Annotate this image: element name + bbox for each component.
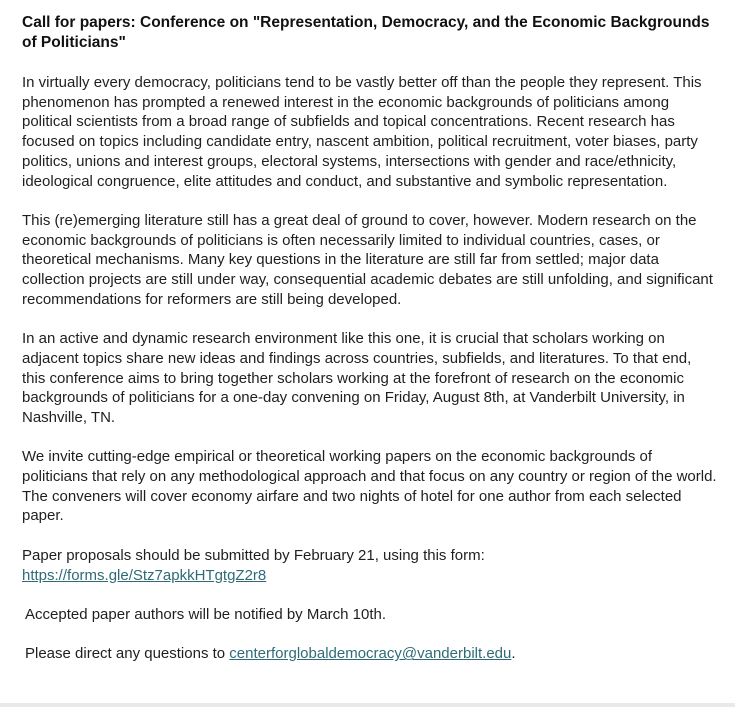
paragraph-conference: In an active and dynamic research environment like this one, it is crucial that scholars working on adjacent topics share new ideas and findings across countries, subfields, and literatures. To that end, this conference aims to bring together scholars working at the forefront of research on the economic backgrounds of politicians for a one-day convening on Friday, August 8th, at Vanderbilt University, in Nashville, TN.: [22, 330, 692, 426]
bottom-divider: [0, 703, 735, 707]
questions-suffix: .: [511, 645, 516, 663]
proposal-text: Paper proposals should be submitted by February 21, using this form:: [22, 546, 485, 564]
contact-email-link[interactable]: centerforglobaldemocracy@vanderbilt.edu: [229, 645, 512, 663]
notification-text: Accepted paper authors will be notified by March 10th.: [25, 605, 387, 623]
document-body: [22, 13, 717, 684]
proposal-form-link[interactable]: https://forms.gle/Stz7apkkHTgtgZ2r8: [22, 566, 267, 584]
questions-prefix: Please direct any questions to: [25, 645, 230, 663]
paragraph-invitation: We invite cutting-edge empirical or theoretical working papers on the economic backgrounds of politicians that rely on any methodological approach and that focus on any country or region of the world. The conveners will cover economy airfare and two nights of hotel for one author from each selected paper.: [22, 448, 717, 525]
proposal-section: [22, 546, 717, 585]
questions-line: [22, 644, 717, 664]
paragraph-literature: This (re)emerging literature still has a great deal of ground to cover, however. Modern research on the economic backgrounds of politicians is often necessarily limited to individual countries, cases, or theoretical mechanisms. Many key questions in the literature are still far from settled; major data collection projects are still under way, consequential academic debates are still unfolding, and significant recommendations for reformers are still being developed.: [22, 211, 713, 308]
paragraph-intro: In virtually every democracy, politicians tend to be vastly better off than the people they represent. This phenomenon has prompted a renewed interest in the economic backgrounds of politicians among political scientists from a broad range of subfields and topical concentrations. Recent research has focused on topics including candidate entry, nascent ambition, political recruitment, voter biases, party politics, unions and interest groups, electoral systems, intersections with gender and race/ethnicity, ideological congruence, elite attitudes and conduct, and substantive and symbolic representation.: [22, 74, 702, 190]
document-title: Call for papers: Conference on "Representation, Democracy, and the Economic Backgrounds of Politicians": [22, 14, 710, 51]
